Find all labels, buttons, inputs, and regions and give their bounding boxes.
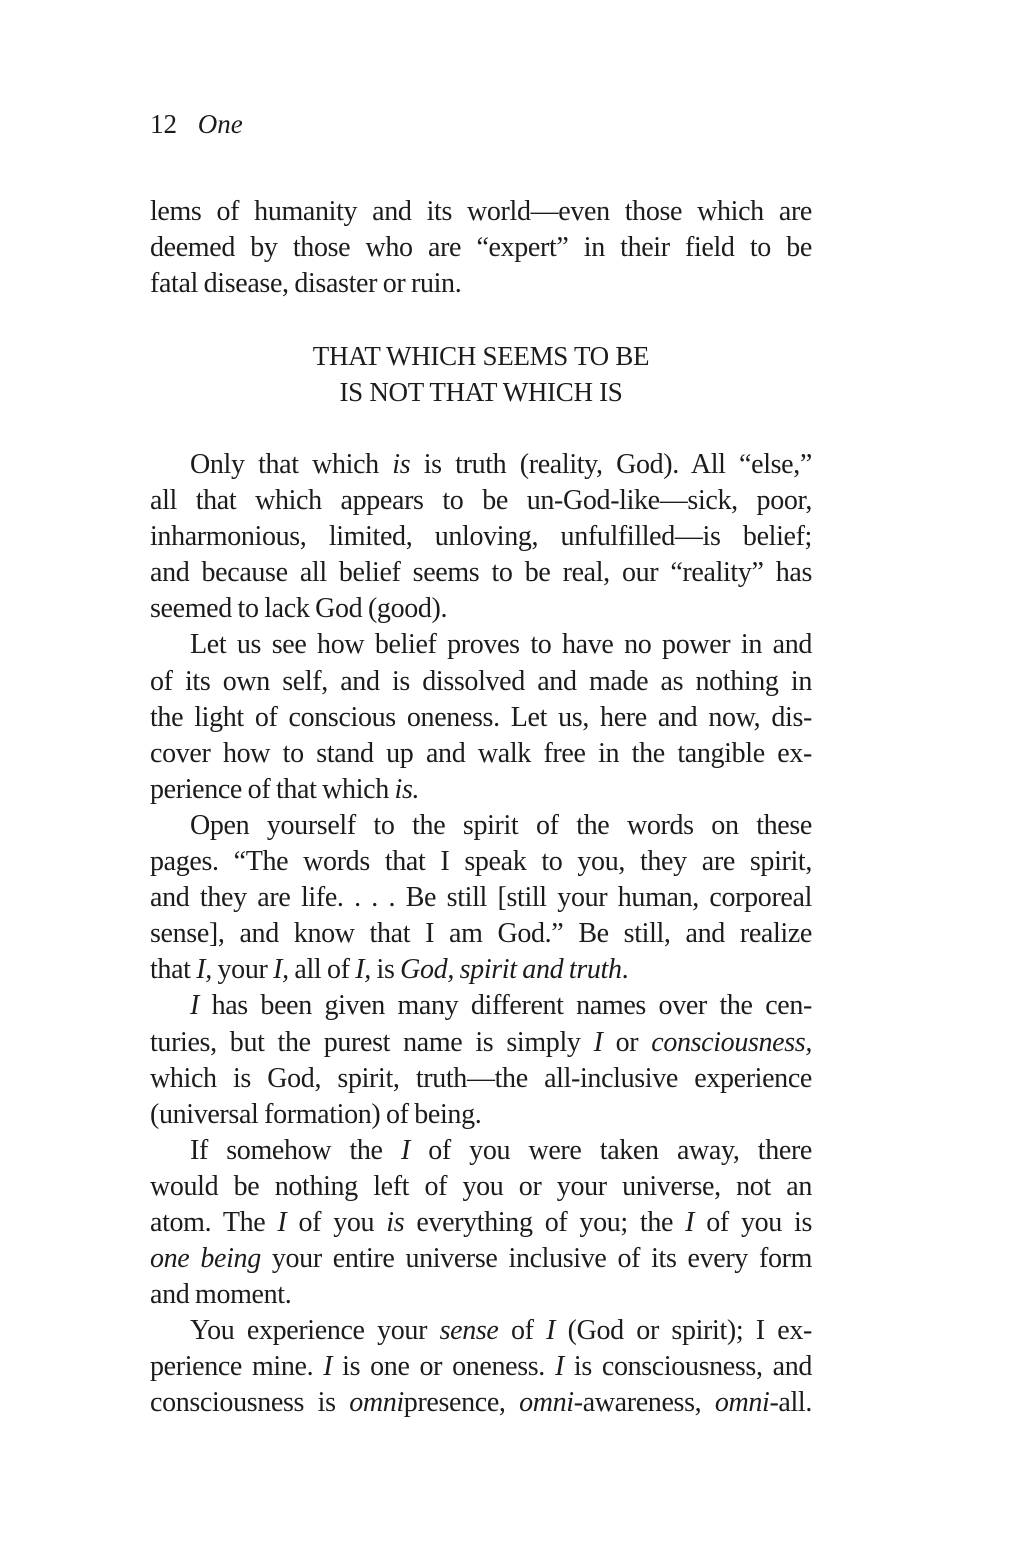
text-line	[150, 483, 812, 519]
text-line	[150, 230, 812, 266]
italic-text: is.	[394, 773, 420, 805]
paragraph-first-line	[150, 1133, 812, 1169]
text-line	[150, 916, 812, 952]
text-line	[150, 952, 812, 988]
text-line	[150, 844, 812, 880]
text-run: -all.	[769, 1387, 812, 1419]
text-run: of you were taken away, there	[409, 1134, 812, 1166]
text-run: deemed by those who are “expert” in their field to be	[150, 232, 812, 264]
text-run: everything of you; the	[404, 1206, 686, 1238]
continuation-paragraph	[150, 194, 812, 302]
italic-text: sense	[439, 1315, 499, 1347]
text-run: turies, but the purest name is simply	[150, 1026, 594, 1058]
italic-text: I	[400, 1134, 410, 1166]
text-run: pages. “The words that I speak to you, they are spirit,	[150, 846, 812, 878]
italic-text: I,	[355, 954, 371, 986]
text-line	[150, 700, 812, 736]
italic-text: omni	[519, 1387, 574, 1419]
text-line	[150, 1277, 812, 1313]
italic-text: is	[386, 1206, 405, 1238]
text-run: sense], and know that I am God.” Be still, and realize	[150, 918, 812, 950]
paragraph-first-line	[150, 1313, 812, 1349]
text-run: consciousness is	[150, 1387, 350, 1419]
text-run: all that which appears to be un-God-like—sick, poor,	[150, 485, 812, 517]
text-line	[150, 266, 812, 302]
text-run: is one or oneness.	[332, 1351, 555, 1383]
paragraph-first-line	[150, 447, 812, 483]
italic-text: one being	[150, 1243, 261, 1275]
text-line	[150, 591, 812, 627]
page-number: 12	[150, 109, 177, 139]
body-text	[150, 447, 812, 1422]
section-heading-line-2: IS NOT THAT WHICH IS	[339, 377, 623, 407]
text-run: and because all belief seems to be real, our “reality” has	[150, 557, 812, 589]
italic-text: omni	[349, 1387, 404, 1419]
text-run: all of	[288, 954, 356, 986]
chapter-title: One	[197, 109, 243, 139]
italic-text: I	[277, 1206, 287, 1238]
text-run: (God or spirit); I ex-	[555, 1315, 812, 1347]
text-run: of its own self, and is dissolved and made as nothing in	[150, 665, 812, 697]
italic-text: I	[546, 1315, 556, 1347]
paragraph-first-line	[150, 808, 812, 844]
running-head	[150, 106, 243, 142]
text-run: and moment.	[150, 1279, 292, 1311]
text-line	[150, 1025, 812, 1061]
italic-text: I,	[273, 954, 289, 986]
text-run: the light of conscious oneness. Let us, here and now, dis-	[150, 701, 812, 733]
text-line	[150, 1205, 812, 1241]
italic-text: omni	[714, 1387, 770, 1419]
text-run: .	[621, 954, 629, 986]
text-run: presence,	[403, 1387, 520, 1419]
paragraph-first-line	[150, 627, 812, 663]
text-run: is consciousness, and	[563, 1351, 812, 1383]
text-line	[150, 1349, 812, 1385]
text-run: (universal formation) of being.	[150, 1098, 482, 1130]
italic-text: I	[323, 1351, 333, 1383]
text-run: perience of that which	[150, 773, 395, 805]
text-run: Only that which	[190, 449, 393, 480]
italic-text: I	[685, 1206, 695, 1238]
text-line	[150, 1385, 812, 1421]
italic-text: I	[593, 1026, 603, 1058]
text-line	[150, 772, 812, 808]
text-run: would be nothing left of you or your universe, not an	[150, 1170, 812, 1202]
text-run: your	[211, 954, 274, 986]
text-run: -awareness,	[573, 1387, 715, 1419]
text-run: or	[602, 1026, 652, 1058]
text-run: of you is	[694, 1206, 812, 1238]
text-run: of	[498, 1315, 547, 1347]
text-line	[150, 1241, 812, 1277]
text-run: If somehow the	[190, 1134, 401, 1166]
text-run: has been given many different names over the cen-	[198, 990, 812, 1022]
section-heading-line-1: THAT WHICH SEEMS TO BE	[312, 341, 650, 371]
text-run: lems of humanity and its world—even those which are	[150, 196, 812, 227]
text-run: and they are life. . . . Be still [still your human, corporeal	[150, 882, 812, 914]
text-run: fatal disease, disaster or ruin.	[150, 268, 462, 300]
text-run: You experience your	[190, 1315, 440, 1347]
text-line	[150, 1061, 812, 1097]
text-run: of you	[286, 1206, 387, 1238]
paragraph-first-line	[150, 988, 812, 1024]
italic-text: I	[554, 1351, 564, 1383]
text-run: atom. The	[150, 1206, 278, 1238]
text-line	[150, 194, 812, 230]
text-run: Let us see how belief proves to have no power in and	[190, 629, 812, 661]
text-run: cover how to stand up and walk free in the tangible ex-	[150, 737, 812, 769]
text-line	[150, 519, 812, 555]
text-line	[150, 1169, 812, 1205]
text-run: seemed to lack God (good).	[150, 593, 448, 625]
text-line	[150, 1097, 812, 1133]
text-run: is	[370, 954, 401, 986]
text-line	[150, 664, 812, 700]
italic-text: is	[392, 449, 411, 480]
text-run: which is God, spirit, truth—the all-inclusive experience	[150, 1062, 812, 1094]
italic-text: I,	[196, 954, 212, 986]
text-line	[150, 736, 812, 772]
italic-text: I	[190, 990, 199, 1022]
text-line	[150, 880, 812, 916]
section-heading	[150, 338, 812, 410]
italic-text: consciousness,	[651, 1026, 812, 1058]
text-run: your entire universe inclusive of its every form	[260, 1243, 812, 1275]
italic-text: God, spirit and truth	[400, 954, 622, 986]
text-run: is truth (reality, God). All “else,”	[410, 449, 812, 480]
text-line	[150, 555, 812, 591]
text-run: inharmonious, limited, unloving, unfulfilled—is belief;	[150, 521, 812, 553]
text-run: perience mine.	[150, 1351, 324, 1383]
text-run: Open yourself to the spirit of the words on these	[190, 809, 812, 841]
text-run: that	[150, 954, 197, 986]
